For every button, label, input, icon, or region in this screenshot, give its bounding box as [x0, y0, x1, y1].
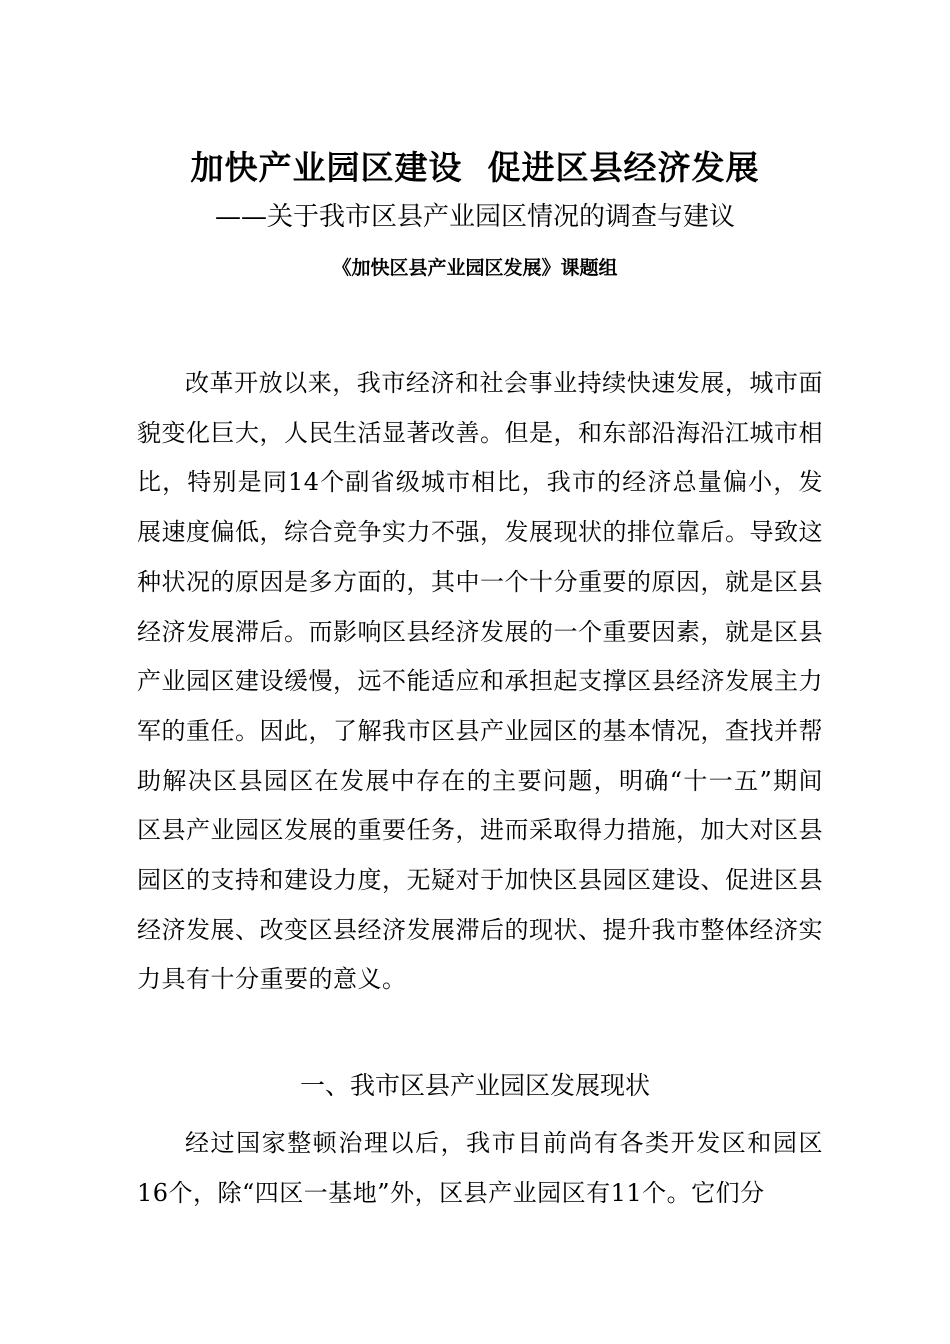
section-paragraph: 经过国家整顿治理以后，我市目前尚有各类开发区和园区16个，除“四区一基地”外，区县产业园区有11个。它们分 [137, 1129, 823, 1207]
section-heading: 一、我市区县产业园区发展现状 [299, 1071, 650, 1100]
document-subtitle: ——关于我市区县产业园区情况的调查与建议 [214, 202, 735, 232]
intro-paragraph: 改革开放以来，我市经济和社会事业持续快速发展，城市面貌变化巨大，人民生活显著改善。但是，和东部沿海沿江城市相比，特别是同14个副省级城市相比，我市的经济总量偏小，发展速度偏低，综合竞争实力不强，发展现状的排位靠后。导致这种状况的原因是多方面的，其中一个十分重要的原因，就是区县经济发展滞后。而影响区县经济发展的一个重要因素，就是区县产业园区建设缓慢，远不能适应和承担起支撑区县经济发展主力军的重任。因此，了解我市区县产业园区的基本情况，查找并帮助解决区县园区在发展中存在的主要问题，明确“十一五”期间区县产业园区发展的重要任务，进而采取得力措施，加大对区县园区的支持和建设力度，无疑对于加快区县园区建设、促进区县经济发展、改变区县经济发展滞后的现状、提升我市整体经济实力具有十分重要的意义。 [137, 369, 823, 994]
document-title: 加快产业园区建设 促进区县经济发展 [190, 148, 760, 187]
document-author: 《加快区县产业园区发展》课题组 [332, 257, 618, 279]
